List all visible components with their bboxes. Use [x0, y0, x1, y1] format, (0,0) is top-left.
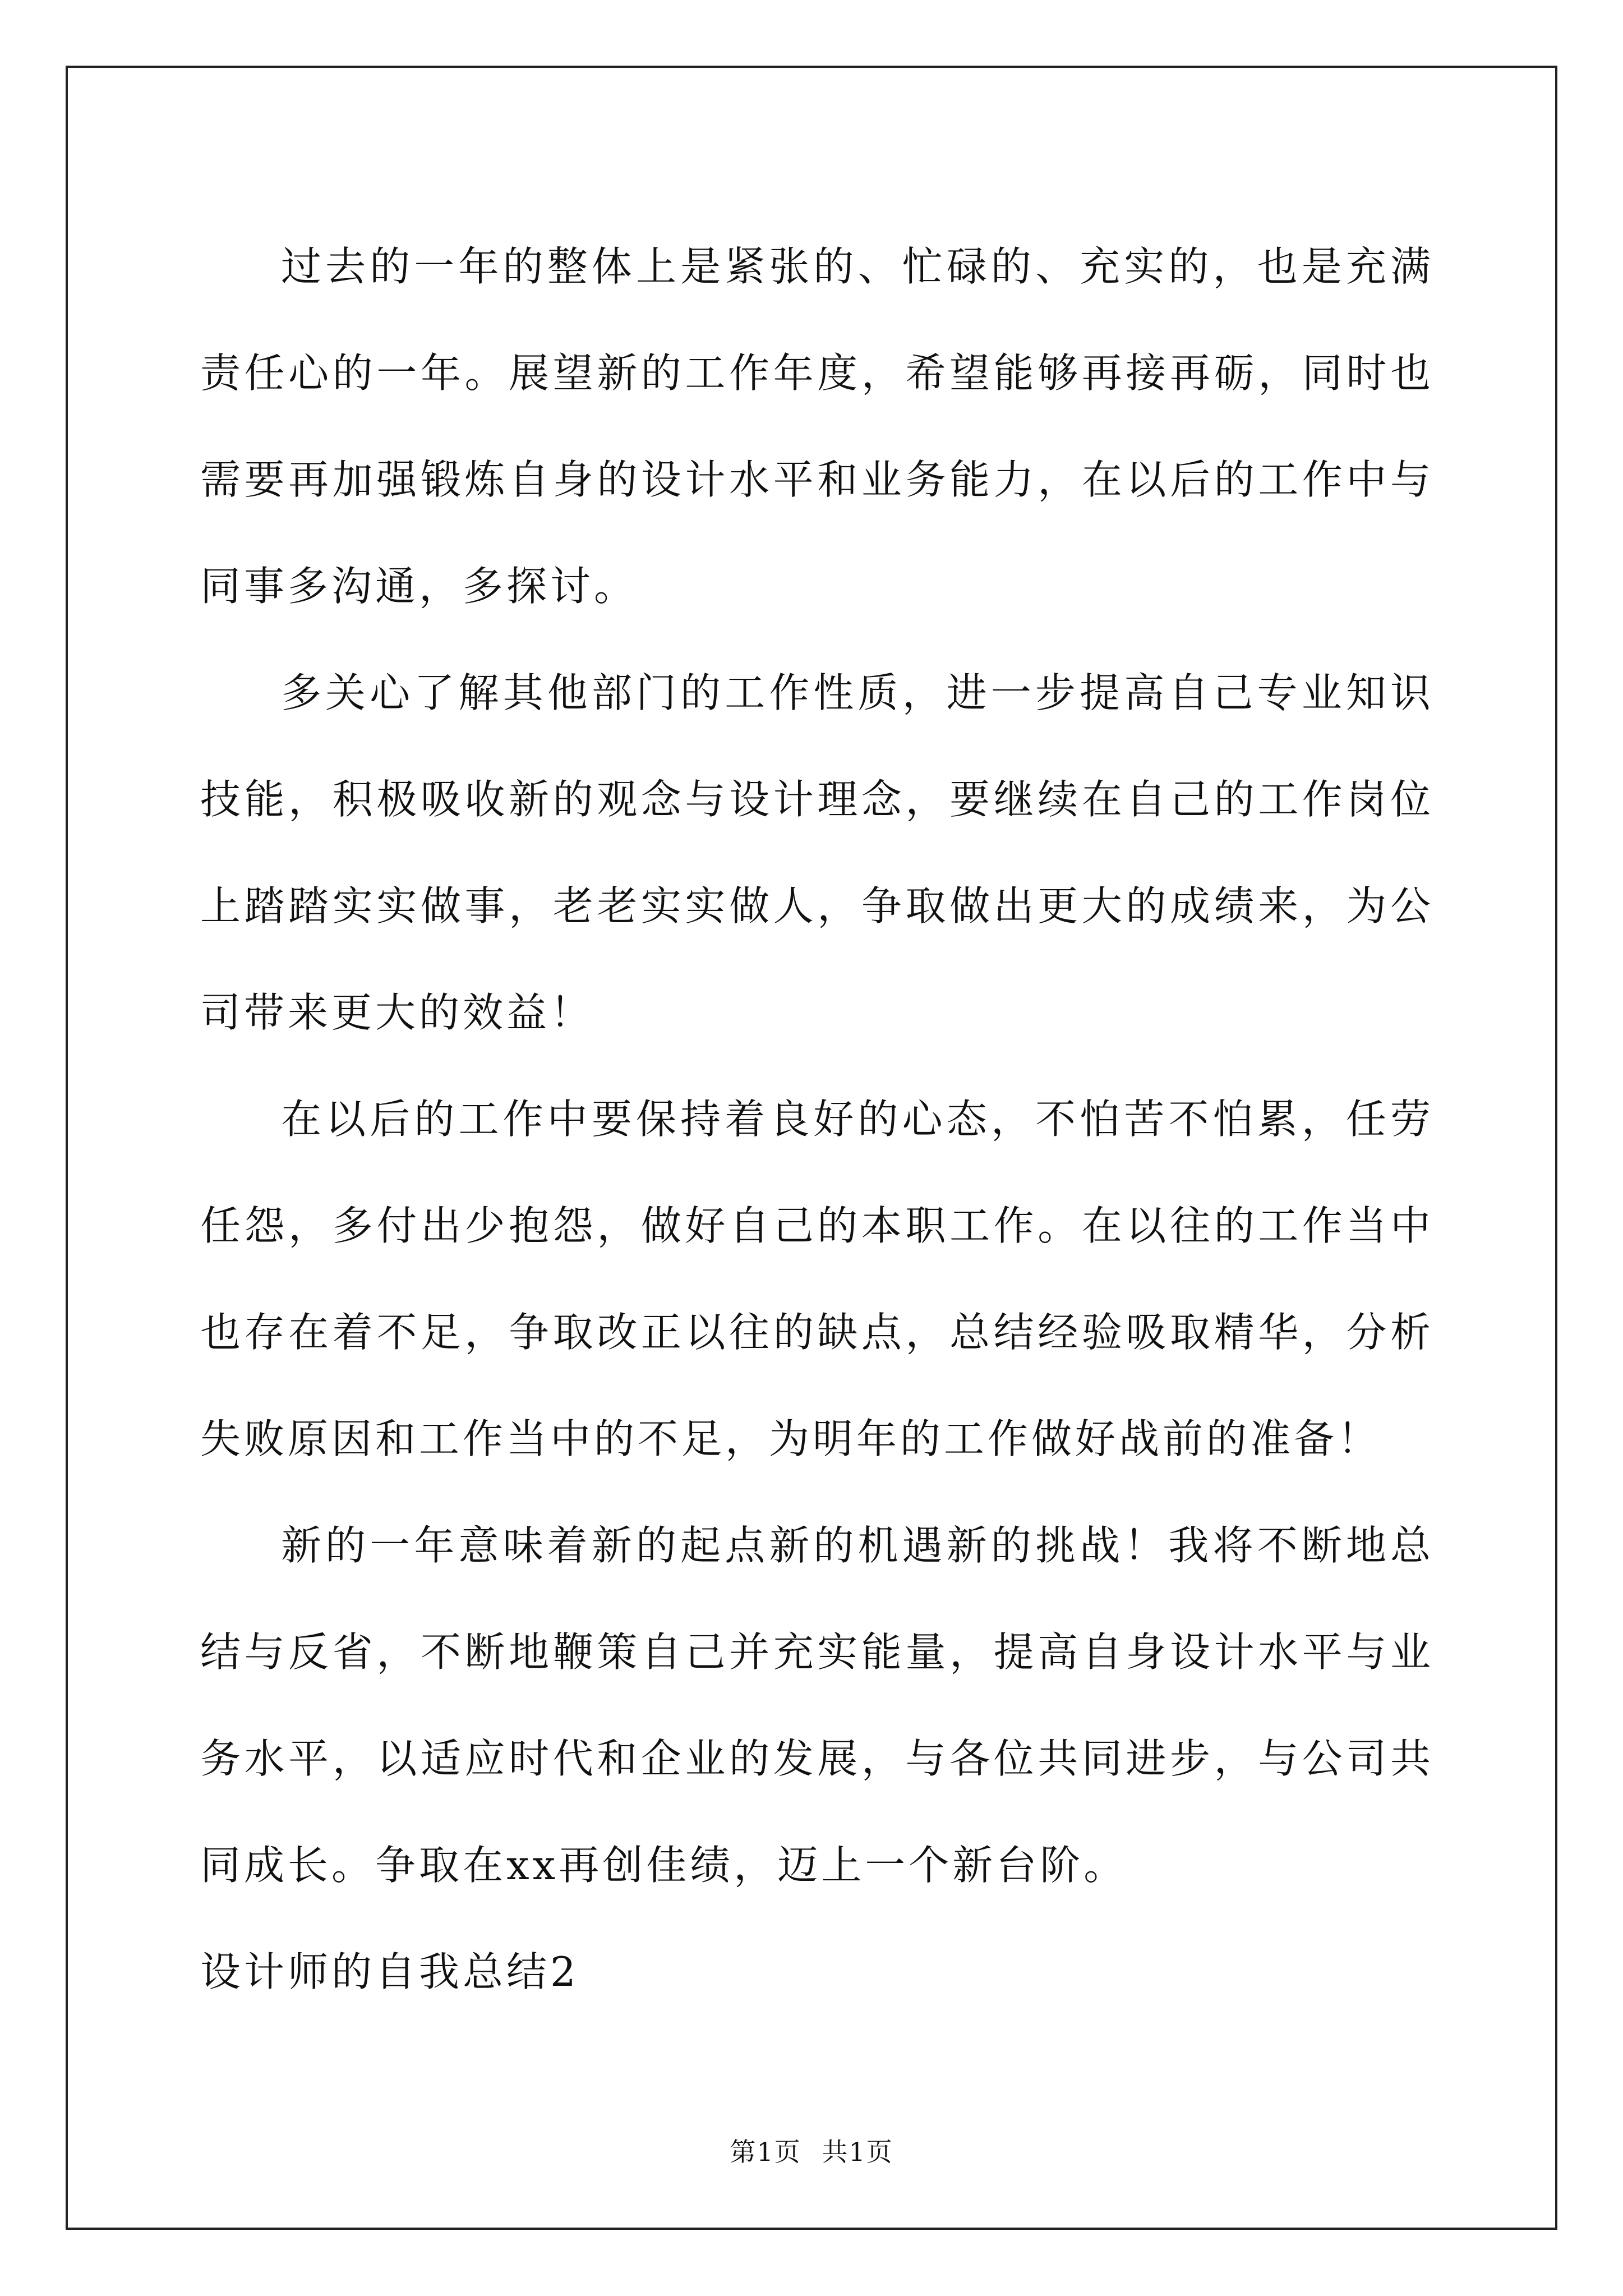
- paragraph-1: 过去的一年的整体上是紧张的、忙碌的、充实的，也是充满责任心的一年。展望新的工作年度，希望能够再接再砺，同时也需要再加强锻炼自身的设计水平和业务能力，在以后的工作中与同事多沟通，多探讨。: [200, 243, 1434, 610]
- section-heading: 设计师的自我总结2: [200, 1948, 579, 1995]
- paragraph-2: 多关心了解其他部门的工作性质，进一步提高自己专业知识技能，积极吸收新的观念与设计理念，要继续在自己的工作岗位上踏踏实实做事，老老实实做人，争取做出更大的成绩来，为公司带来更大的效益！: [200, 669, 1434, 1036]
- paragraph-4: 新的一年意味着新的起点新的机遇新的挑战！我将不断地总结与反省，不断地鞭策自己并充实能量，提高自身设计水平与业务水平，以适应时代和企业的发展，与各位共同进步，与公司共同成长。争取在xx再创佳绩，迈上一个新台阶。: [200, 1522, 1434, 1889]
- page-number: 第1页: [730, 2137, 801, 2167]
- page-total: 共1页: [822, 2137, 893, 2167]
- paragraph-3: 在以后的工作中要保持着良好的心态，不怕苦不怕累，任劳任怨，多付出少抱怨，做好自己的本职工作。在以往的工作当中也存在着不足，争取改正以往的缺点，总结经验吸取精华，分析失败原因和工作当中的不足，为明年的工作做好战前的准备！: [200, 1096, 1434, 1462]
- document-body: [200, 213, 1434, 2025]
- page-footer: [0, 2132, 1623, 2169]
